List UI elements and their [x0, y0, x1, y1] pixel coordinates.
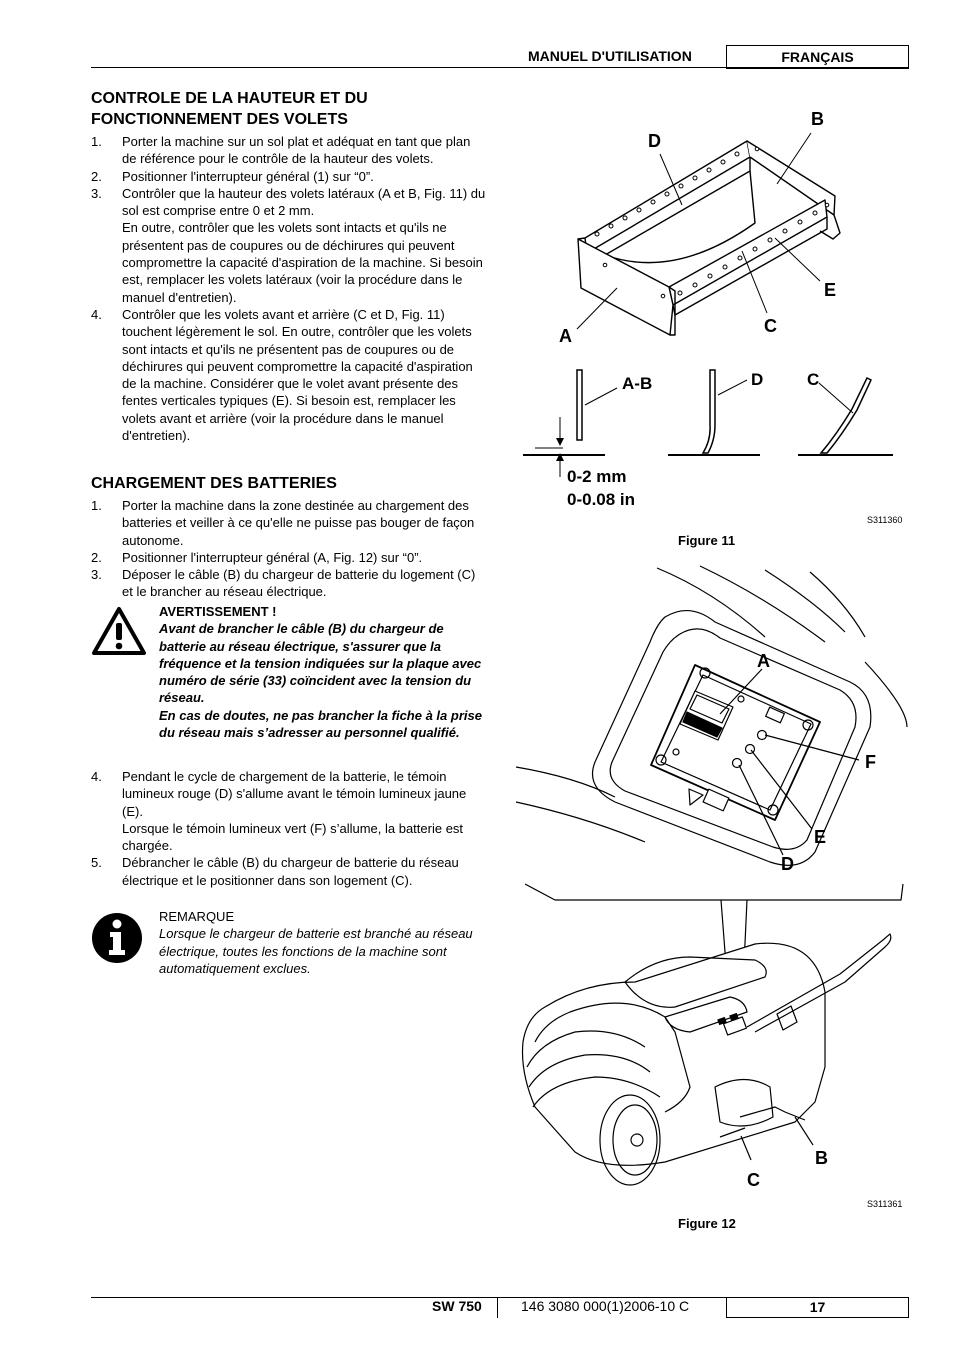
list-item: 4. Pendant le cycle de chargement de la batterie, le témoin lumineux rouge (D) s'allume avant le témoin lumineux jaune (E). Lorsque le témoin lumineux vert (F) s’allume, la batterie est chargée. — [91, 769, 467, 854]
list-item: 2. Positionner l'interrupteur général (1) sur “0”. — [91, 168, 374, 184]
warning-text — [159, 603, 489, 741]
footer-separator — [497, 1297, 498, 1318]
header-rule — [91, 67, 909, 68]
list-item: 3. Contrôler que la hauteur des volets latéraux (A et B, Fig. 11) du sol est comprise entre 0 et 2 mm. En outre, contrôler que les volets sont intacts et qu'ils ne présentent pas de coupures ou de déchirures qui peuvent compromettre la capacité d'aspiration de la machine. Si besoin est, remplacer les volets latéraux (voir la procédure dans le manuel d'entretien). — [91, 185, 486, 305]
section-flap-title: CONTROLE DE LA HAUTEUR ET DU FONCTIONNEMENT DES VOLETS — [91, 90, 368, 128]
fig12-label-a: A — [757, 651, 770, 671]
footer-model: SW 750 — [432, 1298, 482, 1314]
warning-body-2: En cas de doutes, ne pas brancher la fiche à la prise du réseau mais s’adresser au personnel qualifié. — [159, 707, 482, 741]
fig12-code: S311361 — [867, 1199, 903, 1209]
section-battery-title: CHARGEMENT DES BATTERIES — [91, 475, 337, 492]
fig12-label-b: B — [815, 1148, 828, 1168]
warning-triangle-icon — [91, 606, 147, 656]
fig11-code: S311360 — [867, 515, 903, 525]
note-body: Lorsque le chargeur de batterie est branché au réseau électrique, toutes les fonctions de la machine sont automatiquement exclues. — [159, 926, 473, 976]
list-item: 4. Contrôler que les volets avant et arrière (C et D, Fig. 11) touchent légèrement le sol. En outre, contrôler que les volets sont intacts et qu'ils ne présentent pas de coupures ou de déchirures qui peuvent compromettre la capacité d'aspiration de la machine. Considérer que le volet avant présente des fentes verticales typiques (E). Si besoin est, remplacer les volets avant et arrière (voir la procédure dans le manuel d'entretien). — [91, 306, 473, 444]
list-item: 3. Déposer le câble (B) du chargeur de batterie du logement (C) et le brancher au réseau électrique. — [91, 567, 476, 600]
list-item: 2. Positionner l'interrupteur général (A, Fig. 12) sur “0”. — [91, 549, 423, 565]
fig11-label-ab: A-B — [622, 374, 653, 393]
section-flap-check — [91, 88, 486, 444]
fig11-label-d-detail: D — [751, 370, 764, 389]
fig12-label-c: C — [747, 1170, 760, 1190]
fig11-label-b: B — [811, 109, 824, 129]
battery-charger-drawing — [515, 562, 910, 1214]
flap-steps-list — [91, 133, 486, 444]
page-number: 17 — [726, 1297, 909, 1318]
battery-steps-list — [91, 497, 486, 601]
warning-title: AVERTISSEMENT ! — [159, 604, 277, 619]
fig11-label-c: C — [764, 316, 777, 336]
fig12-label-f: F — [865, 752, 876, 772]
fig11-measure-in: 0-0.08 in — [567, 490, 636, 509]
note-title: REMARQUE — [159, 909, 235, 924]
battery-steps-continued — [91, 768, 486, 889]
section-battery-charging — [91, 473, 486, 601]
battery-steps-list-2 — [91, 768, 486, 889]
fig12-label-e: E — [814, 827, 827, 847]
list-item: 5. Débrancher le câble (B) du chargeur de batterie du réseau électrique et le positionner dans son logement (C). — [91, 855, 459, 888]
language-box: FRANÇAIS — [726, 45, 909, 69]
figure-12 — [515, 562, 910, 1214]
list-item: 1. Porter la machine sur un sol plat et adéquat en tant que plan de référence pour le contrôle de la hauteur des volets. — [91, 134, 471, 167]
footer-doc-code: 146 3080 000(1)2006-10 C — [521, 1298, 690, 1314]
fig11-label-d: D — [648, 131, 661, 151]
fig11-label-c-detail: C — [807, 370, 820, 389]
fig11-measure-mm: 0-2 mm — [567, 467, 627, 486]
figure-11 — [515, 105, 910, 535]
figure-12-caption: Figure 12 — [678, 1216, 736, 1231]
fig11-label-e: E — [824, 280, 837, 300]
figure-11-caption: Figure 11 — [678, 533, 736, 548]
manual-title: MANUEL D'UTILISATION — [528, 48, 692, 64]
fig11-label-a: A — [559, 326, 572, 346]
fig12-label-d: D — [781, 854, 794, 874]
info-icon — [91, 912, 143, 964]
warning-body-1: Avant de brancher le câble (B) du chargeur de batterie au réseau électrique, s'assurer que la fréquence et la tension indiquées sur la plaque avec numéro de série (33) coïncident avec la tension du réseau. — [159, 621, 482, 706]
note-text — [159, 908, 489, 977]
list-item: 1. Porter la machine dans la zone destinée au chargement des batteries et veiller à ce qu'elle ne puisse pas bouger de façon autonome. — [91, 498, 475, 548]
